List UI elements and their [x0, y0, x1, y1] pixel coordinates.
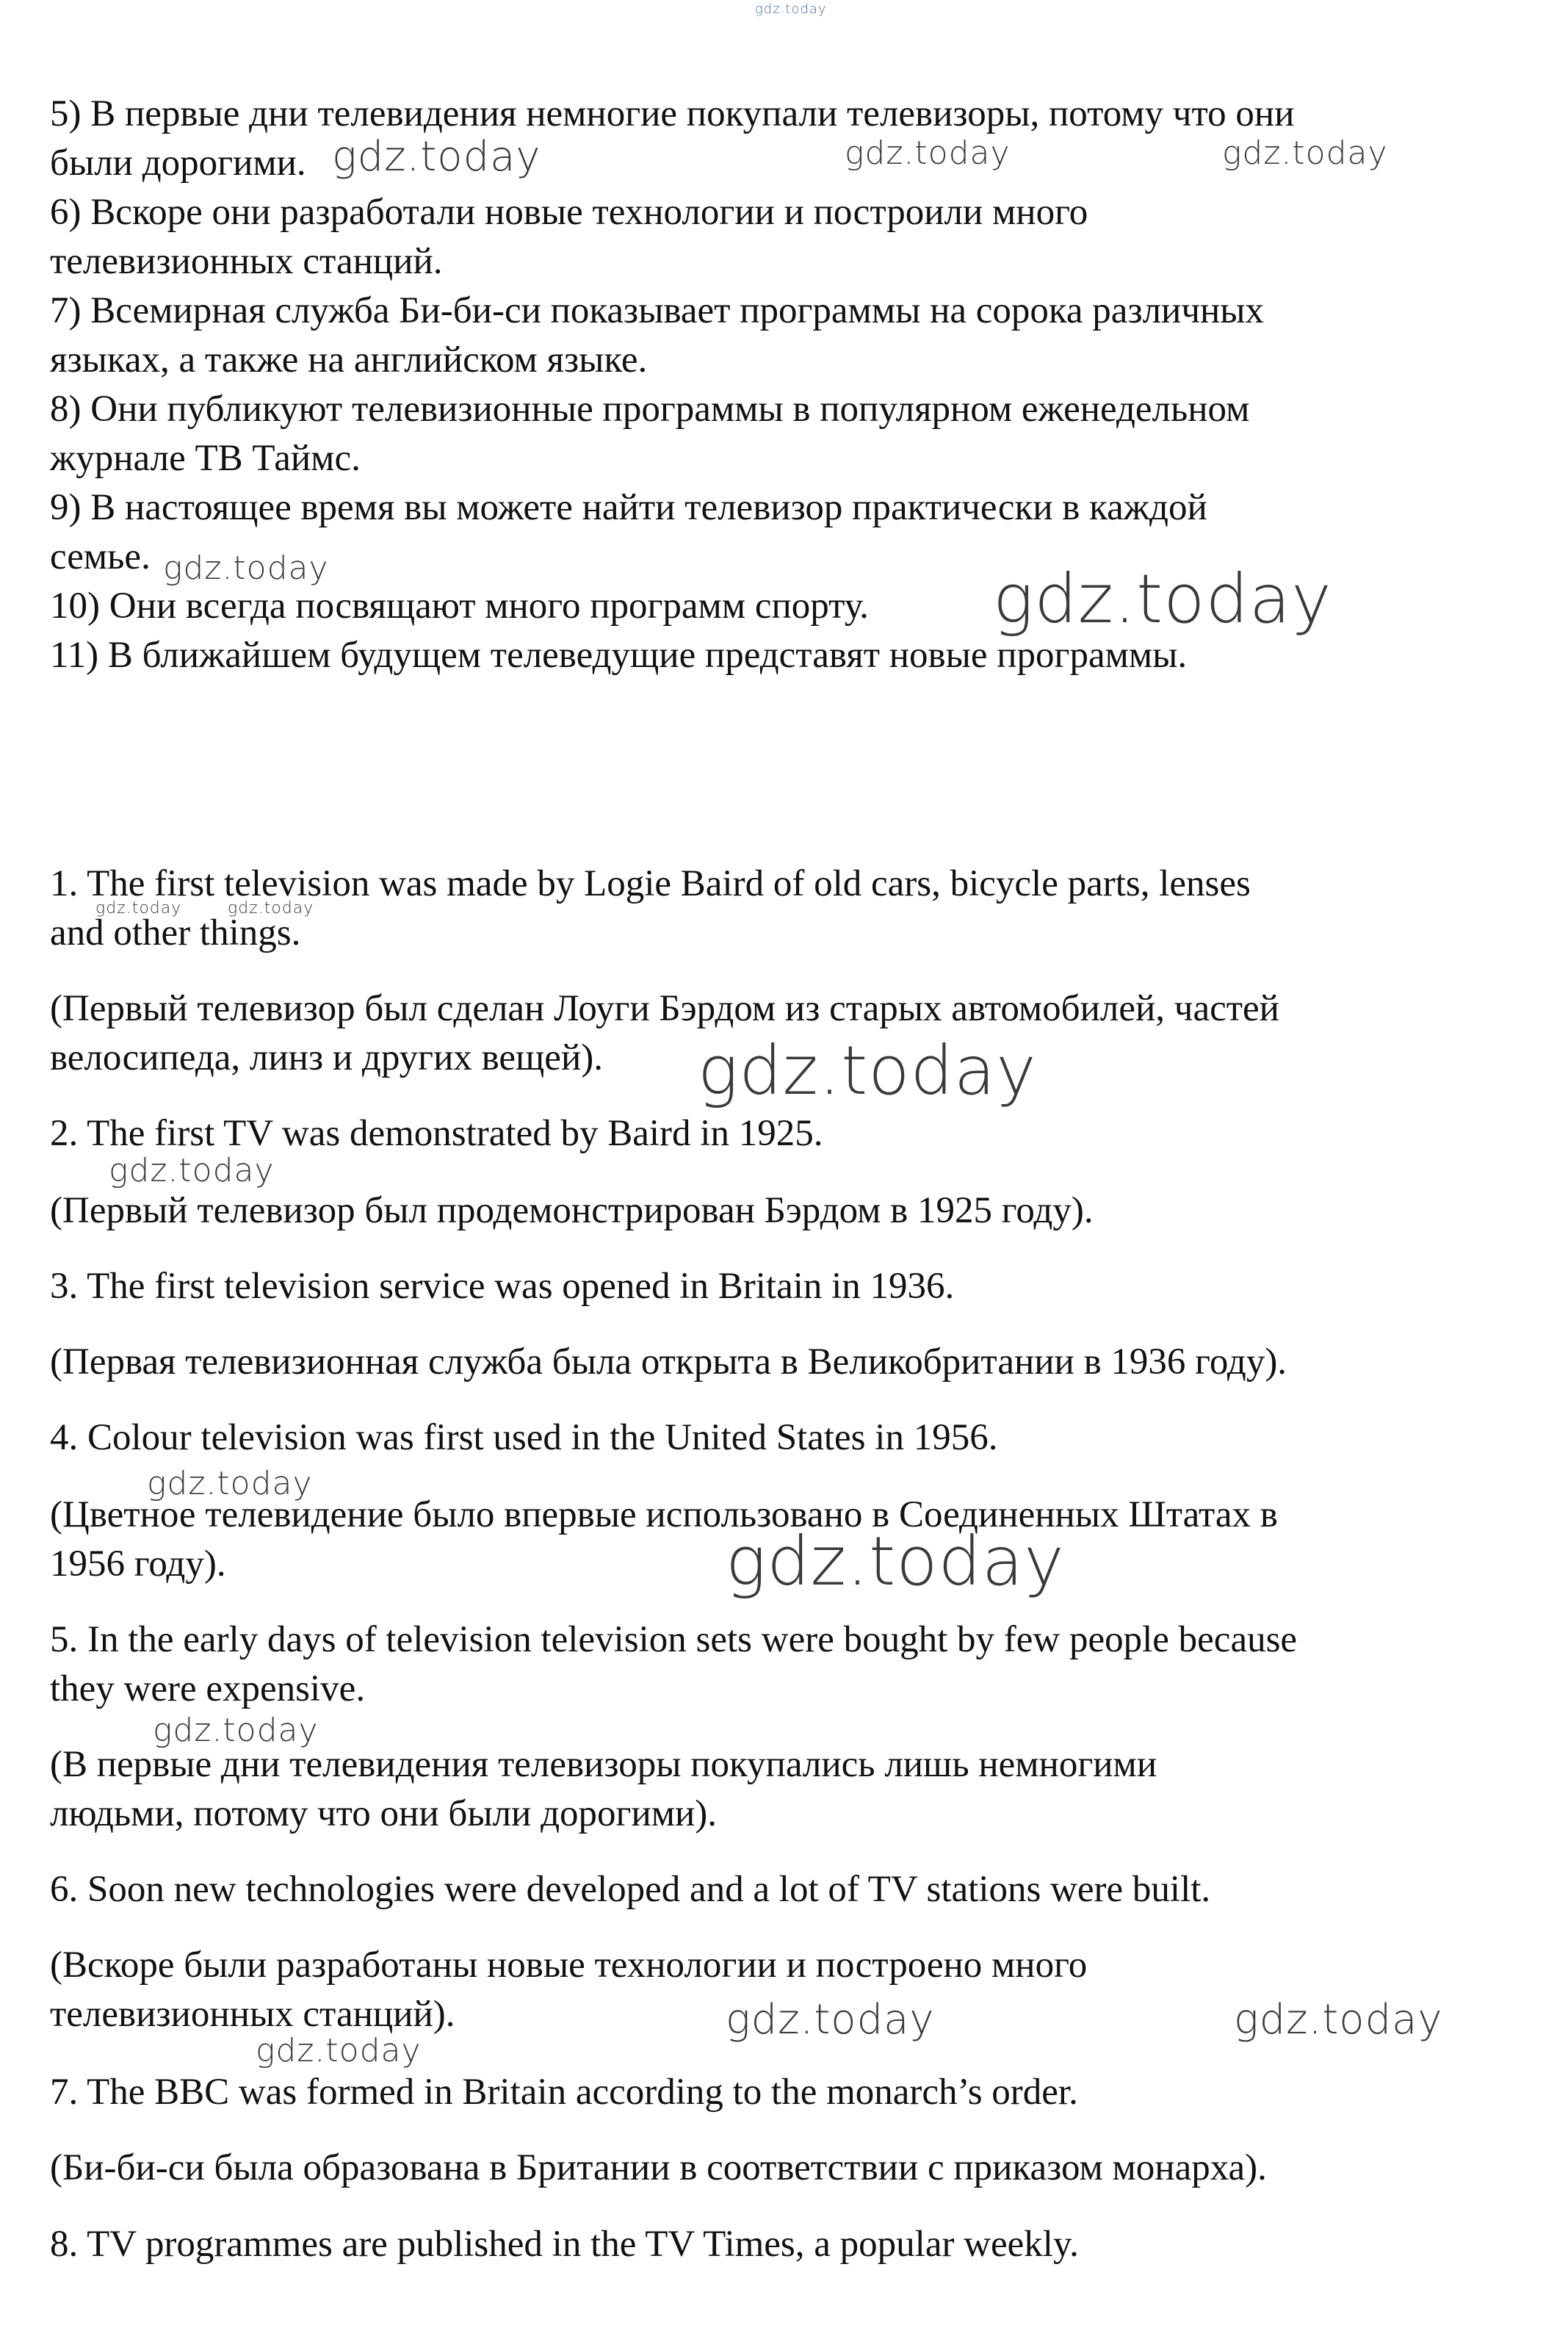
- watermark: gdz.today: [726, 1996, 935, 2044]
- answer-5-en-line-2: they were expensive.: [50, 1668, 366, 1709]
- watermark: gdz.today: [109, 1152, 275, 1189]
- answer-3-en: 3. The first television service was opened in Britain in 1936.: [50, 1266, 955, 1307]
- answer-1-en-line-2: and other things.: [50, 912, 301, 954]
- ru-sentence-6-line-1: 6) Вскоре они разработали новые технологии и построили много: [50, 192, 1088, 233]
- watermark-top: gdz.today: [755, 1, 827, 17]
- watermark: gdz.today: [993, 560, 1332, 638]
- watermark: gdz.today: [163, 549, 329, 587]
- answer-1-ru-line-2: велосипеда, линз и других вещей).: [50, 1037, 603, 1078]
- watermark: gdz.today: [1234, 1996, 1443, 2044]
- ru-sentence-10: 10) Они всегда посвящают много программ спорту.: [50, 585, 869, 627]
- answer-5-ru-line-1: (В первые дни телевидения телевизоры покупались лишь немногими: [50, 1744, 1157, 1785]
- answer-6-en: 6. Soon new technologies were developed and a lot of TV stations were built.: [50, 1869, 1211, 1910]
- watermark: gdz.today: [95, 899, 182, 918]
- answer-7-ru: (Би-би-си была образована в Британии в соответствии с приказом монарха).: [50, 2147, 1267, 2188]
- watermark: gdz.today: [845, 134, 1011, 172]
- watermark: gdz.today: [332, 133, 541, 181]
- ru-sentence-7-line-2: языках, а также на английском языке.: [50, 339, 648, 381]
- answer-4-en: 4. Colour television was first used in the United States in 1956.: [50, 1417, 998, 1458]
- answer-4-ru-line-1: (Цветное телевидение было впервые использовано в Соединенных Штатах в: [50, 1494, 1278, 1535]
- ru-sentence-5-line-1: 5) В первые дни телевидения немногие покупали телевизоры, потому что они: [50, 93, 1295, 134]
- answer-6-ru-line-1: (Вскоре были разработаны новые технологии и построено много: [50, 1944, 1088, 1986]
- ru-sentence-8-line-2: журнале ТВ Таймс.: [50, 438, 361, 479]
- answer-7-en: 7. The BBC was formed in Britain according to the monarch’s order.: [50, 2072, 1078, 2113]
- ru-sentence-5-line-2: были дорогими.: [50, 143, 306, 184]
- answer-8-en: 8. TV programmes are published in the TV Times, a popular weekly.: [50, 2224, 1079, 2265]
- ru-sentence-6-line-2: телевизионных станций.: [50, 241, 443, 282]
- answer-3-ru: (Первая телевизионная служба была открыта в Великобритании в 1936 году).: [50, 1341, 1287, 1383]
- watermark: gdz.today: [1222, 134, 1388, 172]
- ru-sentence-9-line-2: семье.: [50, 536, 151, 577]
- watermark: gdz.today: [726, 1522, 1065, 1601]
- answer-4-ru-line-2: 1956 году).: [50, 1543, 226, 1585]
- answer-1-ru-line-1: (Первый телевизор был сделан Лоуги Бэрдом из старых автомобилей, частей: [50, 988, 1279, 1029]
- answer-5-en-line-1: 5. In the early days of television television sets were bought by few people because: [50, 1619, 1298, 1660]
- watermark: gdz.today: [698, 1031, 1037, 1110]
- answer-2-ru: (Первый телевизор был продемонстрирован Бэрдом в 1925 году).: [50, 1190, 1094, 1231]
- watermark: gdz.today: [147, 1465, 313, 1502]
- answer-5-ru-line-2: людьми, потому что они были дорогими).: [50, 1793, 718, 1834]
- ru-sentence-8-line-1: 8) Они публикуют телевизионные программы в популярном еженедельном: [50, 389, 1250, 430]
- ru-sentence-9-line-1: 9) В настоящее время вы можете найти телевизор практически в каждой: [50, 487, 1207, 528]
- watermark: gdz.today: [153, 1712, 319, 1749]
- answer-6-ru-line-2: телевизионных станций).: [50, 1994, 455, 2035]
- ru-sentence-11: 11) В ближайшем будущем телеведущие представят новые программы.: [50, 635, 1188, 676]
- ru-sentence-7-line-1: 7) Всемирная служба Би-би-си показывает программы на сорока различных: [50, 290, 1265, 331]
- answer-1-en-line-1: 1. The first television was made by Logie Baird of old cars, bicycle parts, lenses: [50, 863, 1251, 904]
- watermark: gdz.today: [228, 899, 314, 918]
- watermark: gdz.today: [256, 2032, 422, 2069]
- answer-2-en: 2. The first TV was demonstrated by Baird in 1925.: [50, 1113, 823, 1154]
